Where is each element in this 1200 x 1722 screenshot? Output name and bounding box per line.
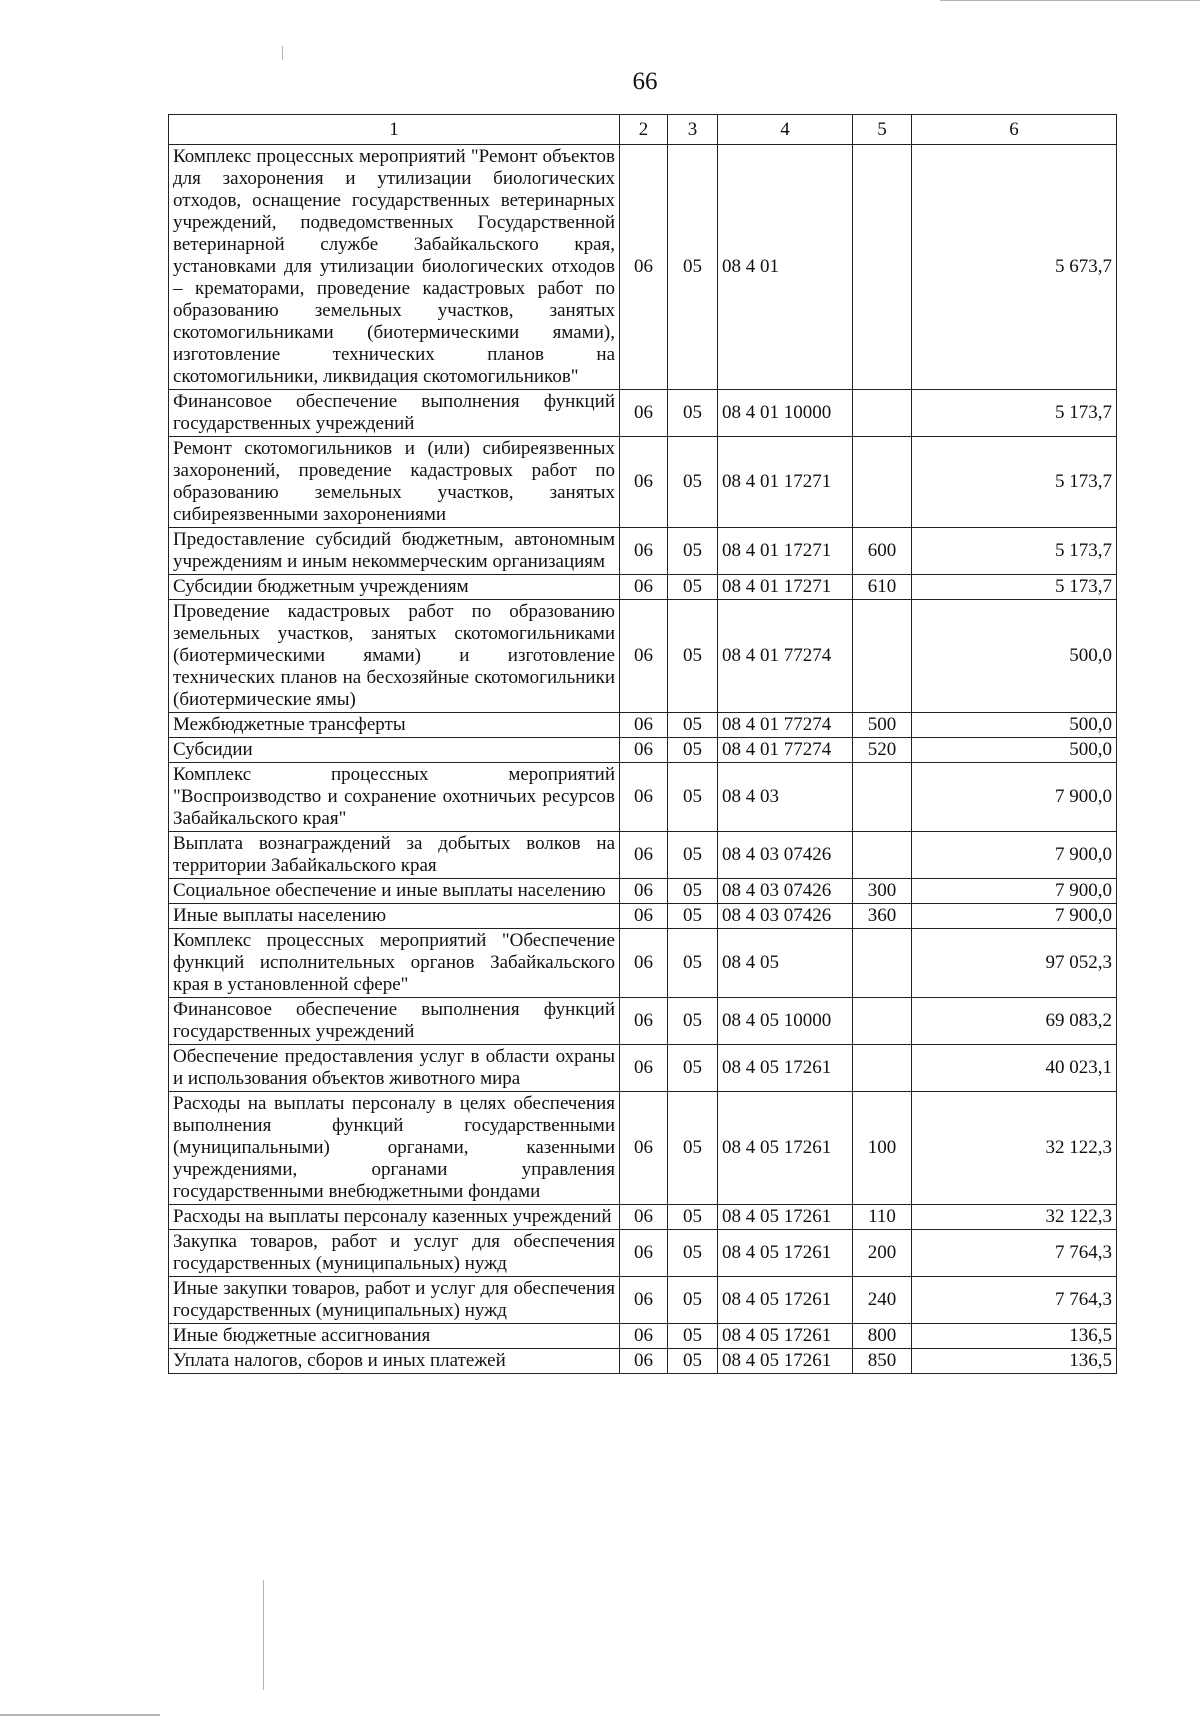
table-row	[169, 1277, 1117, 1324]
expense-type-cell	[853, 145, 912, 390]
amount-cell: 136,5	[912, 1324, 1117, 1349]
target-article-cell: 08 4 01 17271	[718, 437, 853, 528]
header-cell: 4	[718, 115, 853, 145]
row-name-cell: Иные закупки товаров, работ и услуг для обеспечения государственных (муниципальных) нужд	[169, 1277, 620, 1324]
target-article-cell: 08 4 01 77274	[718, 600, 853, 713]
amount-cell: 500,0	[912, 713, 1117, 738]
section-code-cell: 06	[620, 437, 668, 528]
row-name-cell: Иные выплаты населению	[169, 904, 620, 929]
table-row	[169, 1205, 1117, 1230]
expense-type-cell: 240	[853, 1277, 912, 1324]
target-article-cell: 08 4 03	[718, 763, 853, 832]
row-name-cell: Проведение кадастровых работ по образованию земельных участков, занятых скотомогильниками (биотермическими ямами) и изготовление технических планов на бесхозяйные скотомогильники (биотермические ямы)	[169, 600, 620, 713]
target-article-cell: 08 4 05	[718, 929, 853, 998]
header-row	[169, 115, 1117, 145]
amount-cell: 136,5	[912, 1349, 1117, 1374]
target-article-cell: 08 4 05 17261	[718, 1092, 853, 1205]
table-row	[169, 738, 1117, 763]
target-article-cell: 08 4 05 17261	[718, 1230, 853, 1277]
subsection-code-cell: 05	[668, 600, 718, 713]
subsection-code-cell: 05	[668, 763, 718, 832]
table-row	[169, 1045, 1117, 1092]
scan-artifact	[940, 0, 1200, 1]
row-name-cell: Закупка товаров, работ и услуг для обеспечения государственных (муниципальных) нужд	[169, 1230, 620, 1277]
expense-type-cell: 300	[853, 879, 912, 904]
target-article-cell: 08 4 03 07426	[718, 879, 853, 904]
row-name-cell: Межбюджетные трансферты	[169, 713, 620, 738]
expense-type-cell: 200	[853, 1230, 912, 1277]
subsection-code-cell: 05	[668, 1045, 718, 1092]
header-cell: 1	[169, 115, 620, 145]
target-article-cell: 08 4 01 77274	[718, 738, 853, 763]
section-code-cell: 06	[620, 929, 668, 998]
table-row	[169, 1092, 1117, 1205]
row-name-cell: Финансовое обеспечение выполнения функций государственных учреждений	[169, 390, 620, 437]
row-name-cell: Комплекс процессных мероприятий "Ремонт объектов для захоронения и утилизации биологических отходов, оснащение государственных ветеринарных учреждений, подведомственных Государственной ветеринарной службе Забайкальского края, установками для утилизации биологических отходов – крематорами, проведение кадастровых работ по образованию земельных участков, занятых скотомогильниками (биотермическими ямами), изготовление технических планов на скотомогильники, ликвидация скотомогильников"	[169, 145, 620, 390]
subsection-code-cell: 05	[668, 1277, 718, 1324]
expense-type-cell	[853, 929, 912, 998]
row-name-cell: Уплата налогов, сборов и иных платежей	[169, 1349, 620, 1374]
amount-cell: 5 173,7	[912, 390, 1117, 437]
row-name-cell: Ремонт скотомогильников и (или) сибиреязвенных захоронений, проведение кадастровых работ по образованию земельных участков, занятых сибиреязвенными захоронениями	[169, 437, 620, 528]
subsection-code-cell: 05	[668, 575, 718, 600]
amount-cell: 40 023,1	[912, 1045, 1117, 1092]
row-name-cell: Комплекс процессных мероприятий "Воспроизводство и сохранение охотничьих ресурсов Забайкальского края"	[169, 763, 620, 832]
section-code-cell: 06	[620, 832, 668, 879]
table-row	[169, 1230, 1117, 1277]
amount-cell: 5 673,7	[912, 145, 1117, 390]
amount-cell: 5 173,7	[912, 528, 1117, 575]
target-article-cell: 08 4 01 17271	[718, 575, 853, 600]
target-article-cell: 08 4 01	[718, 145, 853, 390]
amount-cell: 5 173,7	[912, 437, 1117, 528]
subsection-code-cell: 05	[668, 528, 718, 575]
scan-artifact	[282, 46, 283, 60]
subsection-code-cell: 05	[668, 1324, 718, 1349]
target-article-cell: 08 4 03 07426	[718, 904, 853, 929]
subsection-code-cell: 05	[668, 998, 718, 1045]
scan-artifact	[263, 1580, 264, 1690]
section-code-cell: 06	[620, 1324, 668, 1349]
amount-cell: 5 173,7	[912, 575, 1117, 600]
target-article-cell: 08 4 01 17271	[718, 528, 853, 575]
table-row	[169, 713, 1117, 738]
row-name-cell: Расходы на выплаты персоналу казенных учреждений	[169, 1205, 620, 1230]
amount-cell: 32 122,3	[912, 1205, 1117, 1230]
row-name-cell: Обеспечение предоставления услуг в области охраны и использования объектов животного мира	[169, 1045, 620, 1092]
expense-type-cell	[853, 600, 912, 713]
row-name-cell: Выплата вознаграждений за добытых волков на территории Забайкальского края	[169, 832, 620, 879]
expense-type-cell: 100	[853, 1092, 912, 1205]
table-row	[169, 528, 1117, 575]
expense-type-cell	[853, 1045, 912, 1092]
target-article-cell: 08 4 05 17261	[718, 1324, 853, 1349]
subsection-code-cell: 05	[668, 738, 718, 763]
table-row	[169, 1324, 1117, 1349]
row-name-cell: Финансовое обеспечение выполнения функций государственных учреждений	[169, 998, 620, 1045]
section-code-cell: 06	[620, 575, 668, 600]
section-code-cell: 06	[620, 1230, 668, 1277]
expense-type-cell	[853, 832, 912, 879]
section-code-cell: 06	[620, 1092, 668, 1205]
section-code-cell: 06	[620, 1277, 668, 1324]
subsection-code-cell: 05	[668, 904, 718, 929]
expense-type-cell	[853, 390, 912, 437]
scan-artifact	[0, 1714, 160, 1716]
target-article-cell: 08 4 05 17261	[718, 1205, 853, 1230]
amount-cell: 32 122,3	[912, 1092, 1117, 1205]
header-cell: 5	[853, 115, 912, 145]
table-row	[169, 575, 1117, 600]
table-row	[169, 929, 1117, 998]
row-name-cell: Иные бюджетные ассигнования	[169, 1324, 620, 1349]
section-code-cell: 06	[620, 528, 668, 575]
table-row	[169, 763, 1117, 832]
target-article-cell: 08 4 05 17261	[718, 1349, 853, 1374]
table-row	[169, 145, 1117, 390]
table-row	[169, 437, 1117, 528]
table-row	[169, 879, 1117, 904]
section-code-cell: 06	[620, 738, 668, 763]
subsection-code-cell: 05	[668, 1230, 718, 1277]
subsection-code-cell: 05	[668, 1205, 718, 1230]
row-name-cell: Расходы на выплаты персоналу в целях обеспечения выполнения функций государственными (муниципальными) органами, казенными учреждениями, органами управления государственными внебюджетными фондами	[169, 1092, 620, 1205]
row-name-cell: Предоставление субсидий бюджетным, автономным учреждениям и иным некоммерческим организациям	[169, 528, 620, 575]
subsection-code-cell: 05	[668, 929, 718, 998]
amount-cell: 97 052,3	[912, 929, 1117, 998]
section-code-cell: 06	[620, 1205, 668, 1230]
amount-cell: 7 764,3	[912, 1277, 1117, 1324]
subsection-code-cell: 05	[668, 437, 718, 528]
header-cell: 6	[912, 115, 1117, 145]
target-article-cell: 08 4 01 77274	[718, 713, 853, 738]
section-code-cell: 06	[620, 713, 668, 738]
expense-type-cell: 800	[853, 1324, 912, 1349]
section-code-cell: 06	[620, 904, 668, 929]
target-article-cell: 08 4 03 07426	[718, 832, 853, 879]
target-article-cell: 08 4 01 10000	[718, 390, 853, 437]
subsection-code-cell: 05	[668, 713, 718, 738]
table-row	[169, 390, 1117, 437]
section-code-cell: 06	[620, 763, 668, 832]
expense-type-cell	[853, 998, 912, 1045]
amount-cell: 7 764,3	[912, 1230, 1117, 1277]
header-cell: 2	[620, 115, 668, 145]
section-code-cell: 06	[620, 1349, 668, 1374]
amount-cell: 7 900,0	[912, 763, 1117, 832]
expense-type-cell: 360	[853, 904, 912, 929]
section-code-cell: 06	[620, 1045, 668, 1092]
budget-table	[168, 114, 1117, 1374]
expense-type-cell: 610	[853, 575, 912, 600]
page-number: 66	[632, 68, 658, 95]
subsection-code-cell: 05	[668, 879, 718, 904]
section-code-cell: 06	[620, 145, 668, 390]
expense-type-cell: 850	[853, 1349, 912, 1374]
amount-cell: 69 083,2	[912, 998, 1117, 1045]
section-code-cell: 06	[620, 390, 668, 437]
subsection-code-cell: 05	[668, 145, 718, 390]
amount-cell: 7 900,0	[912, 904, 1117, 929]
subsection-code-cell: 05	[668, 390, 718, 437]
row-name-cell: Комплекс процессных мероприятий "Обеспечение функций исполнительных органов Забайкальского края в установленной сфере"	[169, 929, 620, 998]
table-row	[169, 1349, 1117, 1374]
row-name-cell: Субсидии бюджетным учреждениям	[169, 575, 620, 600]
subsection-code-cell: 05	[668, 1092, 718, 1205]
target-article-cell: 08 4 05 10000	[718, 998, 853, 1045]
amount-cell: 500,0	[912, 738, 1117, 763]
table-row	[169, 998, 1117, 1045]
target-article-cell: 08 4 05 17261	[718, 1277, 853, 1324]
expense-type-cell: 520	[853, 738, 912, 763]
expense-type-cell: 500	[853, 713, 912, 738]
table-row	[169, 904, 1117, 929]
amount-cell: 500,0	[912, 600, 1117, 713]
amount-cell: 7 900,0	[912, 832, 1117, 879]
row-name-cell: Субсидии	[169, 738, 620, 763]
section-code-cell: 06	[620, 998, 668, 1045]
amount-cell: 7 900,0	[912, 879, 1117, 904]
table-row	[169, 600, 1117, 713]
header-cell: 3	[668, 115, 718, 145]
expense-type-cell	[853, 437, 912, 528]
section-code-cell: 06	[620, 879, 668, 904]
expense-type-cell: 110	[853, 1205, 912, 1230]
section-code-cell: 06	[620, 600, 668, 713]
subsection-code-cell: 05	[668, 1349, 718, 1374]
table-row	[169, 832, 1117, 879]
row-name-cell: Социальное обеспечение и иные выплаты населению	[169, 879, 620, 904]
subsection-code-cell: 05	[668, 832, 718, 879]
expense-type-cell	[853, 763, 912, 832]
expense-type-cell: 600	[853, 528, 912, 575]
target-article-cell: 08 4 05 17261	[718, 1045, 853, 1092]
